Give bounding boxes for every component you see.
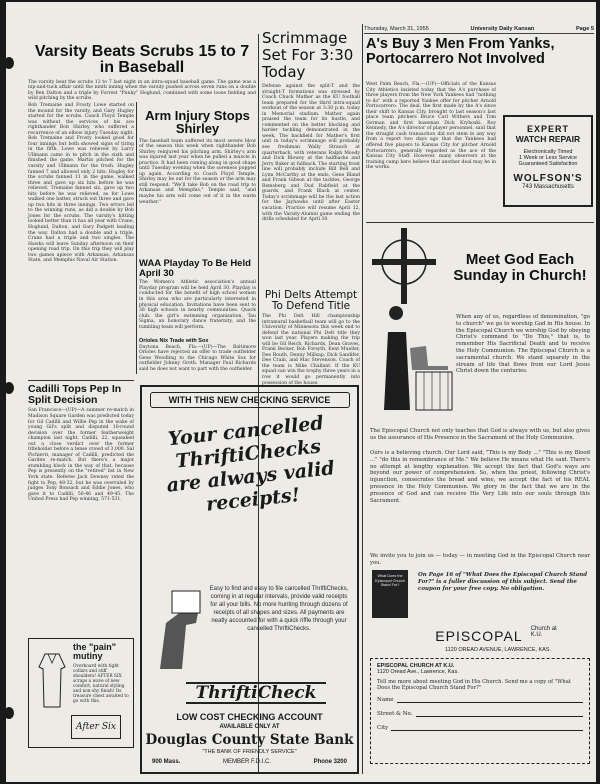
- coupon-city-row[interactable]: [377, 725, 583, 731]
- bank-tagline: "THE BANK OF FRIENDLY SERVICE": [202, 749, 297, 755]
- page-header: [364, 24, 594, 34]
- column-rule: [136, 102, 137, 374]
- church-signature: [406, 626, 590, 653]
- cadilli-story: [28, 380, 134, 636]
- cadilli-body: San Francisco—(UP)—A summer re-match in Madison Square Garden was predicted today for Gil Cadilli and Willie Pep in the wake of young Gil's split and disputed 10-round decision over the former featherweight champion last night. Cadilli, 22, squeaked out a close verdict over the former titleholder before a tense crowd of 3,000. Sal Pichierri, manager of Cadilli, predicted the Garden re-match. But there's a major stumbling block in the way of that, because Pep is presently on the "retired" list in New York state. Referee Jack Downey rated the fight to Pep, 48-32, but he was overruled by judges Tony Bonsack and Eddie Jones, who gave it to Cadilli, 50-46 and 49-45. The United Press had Pep winning, 571-531.: [28, 408, 134, 503]
- shirley-headline: Arm Injury Stops Shirley: [145, 108, 250, 137]
- coupon-address: 1120 Oread Ave., Lawrence, Kas.: [377, 669, 459, 675]
- after-six-ad: [28, 638, 134, 748]
- church-coupon: [370, 658, 590, 764]
- coupon-name-field[interactable]: [397, 697, 583, 703]
- coupon-city-field[interactable]: [391, 725, 583, 731]
- checking-script-slogan: Your cancelled ThriftiChecks are always valid receipts!: [165, 412, 336, 516]
- episcopal-ad: [366, 226, 594, 776]
- church-name: EPISCOPAL: [435, 628, 523, 644]
- coupon-name-label: Name: [377, 696, 394, 703]
- scrubs-headline: Varsity Beats Scrubs 15 to 7 in Baseball: [34, 43, 250, 77]
- bank-address: 900 Mass.: [152, 759, 181, 765]
- bank-name: Douglas County State Bank: [145, 732, 354, 748]
- coupon-city-label: City: [377, 724, 389, 731]
- after-six-title: the "pain" mutiny: [73, 642, 117, 661]
- phi-delts-body: The Phi Delt Hill championship intramural basketball team will go to the University of Minnesota this week end to defend the national Phi Delt title they won last year. Players making the trip will be Gil Reich, Richards, Dean Graves, Frank Becker, Bob Forsyth, Kent Mueller, Dee Routh, Denny Millsap, Dick Sandifer, Dee Crain, and Mac Stevenson. Coach of the team is Mike Challant. If the KU squad can win the trophy three years in a row it would go permanently into possession of the house.: [262, 314, 360, 386]
- watch-l3: Electronically Timed: [523, 149, 573, 155]
- yanks-body: West Palm Beach, Fla.—(UP)—Officials of the Kansas City Athletics insisted today that the A's purchase of three players from the New York Yankees had "nothing to do" with a reported Yankee offer for pitcher Arnold Portocarrero. The deal, the first made by the A's since their shift to Kansas City, brought to last season's last place team pitchers Bruce Carl Withers and Tom Gorman and first baseman Dick Kryhoski. Roy Kennedy, the A's director of player personnel, said that the straight cash transaction did not stem in any way from a report two days ago that the Yankees had offered five players to Kansas City for pitcher Arnold Portocarrero, generally regarded as the ace of the Kansas City Staff. However, many observers at the training camp here believe that another deal may be in the works.: [366, 82, 496, 171]
- coupon-title: EPISCOPAL CHURCH AT K.U.: [377, 663, 455, 669]
- phi-delts-story: [262, 289, 360, 386]
- coupon-name-row[interactable]: [377, 697, 583, 703]
- shirley-body: The baseball team suffered its most severe blow of the season this week when righthander Bob Shirley reinjured his pitching arm. Shirley's arm was injured last year when he pulled a muscle in practice. It had been coming along in good shape until Tuesday evening when the soreness popped up again. According to Coach Floyd Temple, Shirley may be out for the season or the arm may still respond. "We'll take Bob on the road trip to Arkansas and Memphis," Temple said, "and maybe his arm will come out of it in the warm weather.": [139, 138, 256, 205]
- church-offer: On Page 16 of "What Does the Episcopal Church Stand For?" is a fuller discussion of this subject. Send the coupon for your free copy. No obligation.: [418, 572, 588, 593]
- watch-repair-ad: [503, 115, 593, 207]
- coupon-street-field[interactable]: [416, 711, 584, 717]
- shirley-story: [139, 109, 256, 255]
- binder-hole: [4, 57, 14, 69]
- header-paper: University Daily Kansan: [470, 26, 535, 32]
- orioles-story: [139, 339, 256, 381]
- church-body-3: Ours is a believing church. Our Lord said, "This is my Body ..." "This is my Blood ..." "do this in remembrance of Me." We believe He means what He said. There's no attempt at lengthy explanation. We accept the fact that God's ways are beyond our power of comprehension. So, when the priest, following Christ's injunction, consecrates the bread and wine, we accept the fact of his REAL presence in the Holy Communion. We glory in the fact that we are in the presence of God and can receive His Very Life into our souls through this Sacrament.: [370, 450, 590, 504]
- church-headline: Meet God Each Sunday in Church!: [453, 251, 587, 284]
- column-rule: [362, 24, 363, 774]
- orioles-body: Daytona Beach, Fla.—(UP)—The Baltimore Orioles have rejected an offer to trade outfielder Gene Woodling to the Chicago White Sox for outfielder Johnny Groth. Manager Paul Richards said he does not want to part with the outfielder.: [139, 344, 256, 372]
- after-six-logo: After Six: [71, 715, 121, 739]
- checking-body: Easy to find and easy to file cancelled ThriftiChecks, coming in at regular intervals, provide valid receipts for all your bills. No more hunting through dozens of receipts of all shapes and sizes. All payments are neatly accounted for with a quick riffle through your cancelled ThriftiChecks.: [209, 586, 349, 633]
- coupon-street-row[interactable]: [377, 711, 583, 717]
- church-body-1: When any of us, regardless of denomination, "go to church" we go to worship God in His house. In the Episcopal Church we worship God by obeying Christ's command to "Do This," that is, to remember His Sacrificial Death and to receive the Holy Communion. The Episcopal Church is a sacramental church. We stand squarely in the stream of life that flows from our Lord Jesus Christ down the centuries.: [456, 314, 590, 375]
- watch-l1: EXPERT: [526, 124, 569, 134]
- church-address: 1120 OREAD AVENUE, LAWRENCE, KAS.: [445, 647, 551, 653]
- bank-member: MEMBER F.D.I.C.: [222, 759, 271, 765]
- hand-holding-check-icon: [152, 583, 204, 669]
- scrimmage-body: Defense against the split-T and the straight-T formations was stressed by Coach Chuck Mather as the KU football team prepared for the third intra-squad workout of the season at 3:30 p.m. today in Memorial stadium. Mather again praised the team for its hustle, and commented on the better blocking and harder tackling demonstrated in the week. The backfield for Mather's first unit in today's scrimmage will probably see freshman Wally Strauch at quarterback, with veterans Ralph Moody and Dick Blowey at the halfbacks and Jerry Baker at fullback. The starting front line will probably include Bill Bell and Lynn McCarthy at the ends, Gene Bland and Frank Gibson at the tackles, George Remsberg and Dud Rabfield at the guards, and Frank Black at center. Today's scrimmage will be the last action for the Jayhawks until after Easter vacation. Practice will resume April 12, with the Varsity-Alumni game ending the drills scheduled for April 30.: [262, 84, 360, 223]
- watch-brand: WOLFSON'S: [513, 173, 583, 184]
- yanks-headline: A's Buy 3 Men From Yanks, Portocarrero Not Involved: [366, 36, 555, 67]
- watch-l4: 1 Week or Less Service: [519, 155, 577, 161]
- binder-hole: [4, 707, 14, 719]
- scrimmage-story: [262, 30, 360, 286]
- thrifticheck-ad: [140, 385, 359, 774]
- waa-headline: WAA Playday To Be Held April 30: [139, 258, 251, 279]
- section-rule: [366, 222, 594, 223]
- phi-delts-headline: Phi Delts Attempt To Defend Title: [264, 289, 358, 312]
- header-date: Thursday, March 31, 1955: [364, 26, 429, 32]
- checking-sub: LOW COST CHECKING ACCOUNT: [176, 712, 323, 722]
- watch-l5: Guaranteed Satisfaction: [518, 161, 578, 167]
- newspaper-page: [6, 2, 596, 782]
- cross-icon: [370, 226, 438, 306]
- checking-banner: WITH THIS NEW CHECKING SERVICE: [150, 392, 350, 408]
- binder-hole: [4, 382, 14, 394]
- bank-footer: [152, 759, 347, 765]
- orioles-headline: Orioles Nix Trade with Sox: [139, 338, 209, 344]
- yanks-story: [366, 37, 594, 81]
- scrubs-body-continued: Bob Tremaine and Frosty Lowe started on the mound for the varsity, and Gary Hugley started for the scrubs. Coach Floyd Temple was without the services of his ace righthander Bob Shirley, who suffered a recurrence of an elbow injury Tuesday night. Bob Tremaine and Frosty looked good for four innings but both showed signs of tiring in the fifth. Lowe was relieved by Larry Ullmann came in to pitch in the sixth and finished the game. Martin pitched for the varsity and Ullmann for the frosh. Hugley fanned 7 and allowed only 2 hits. Hugley for the scrubs fanned 11 in the game, walked three and gave up six hits before he was relieved. Tremaine fanned six, gave up two hits before he was relieved, as for Lowe walked one batter, struck out three and gave up two hits in three innings. Two errors led to the winning runs, as did a double by Bob Jones for the scrubs. The varsity's hitting looked better than it has all year with Crane, Hoglund, Dalton, and Gary Padgett leading the way. Dalton had a double and a triple. Crane had a triple and two singles. The Hawks will leave Sunday afternoon on their opening road trip. On this trip they will play two games apiece with Arkansas, Arkansas State, and Memphis Naval Air Station.: [28, 103, 134, 264]
- booklet-image: What Does the Episcopal Church Stand For?: [372, 570, 408, 618]
- coupon-street-label: Street & No.: [377, 710, 413, 717]
- header-page: Page 5: [575, 26, 594, 32]
- thrifticheck-logo: ThriftiCheck: [186, 682, 326, 704]
- watch-l2: WATCH REPAIR: [515, 134, 581, 144]
- scrimmage-headline: Scrimmage Set For 3:30 Today: [262, 29, 354, 81]
- pirate-shirt-icon: [35, 649, 69, 711]
- waa-story: [139, 259, 256, 335]
- bank-phone: Phone 3200: [313, 759, 347, 765]
- watch-address: 743 Massachusetts: [522, 184, 574, 190]
- scrubs-body: The varsity beat the scrubs 13 to 7 last night in an intra-squad baseball game. The game was a nip-and-tuck affair until the ninth inning when the varsity pushed across seven runs on a double by Ben Dalton and a triple by Forrest "Punky" Hoglund, combined with some loose fielding and wild pitching by the scrubs.: [28, 79, 256, 102]
- church-body-2: The Episcopal Church not only teaches that God is always with us, but also gives us the assurance of His Presence in the Sacrament of the Holy Communion.: [370, 428, 590, 441]
- coupon-text: Tell me more about meeting God in His Church. Send me a copy of "What Does the Episcopal Church Stand For?": [377, 679, 571, 692]
- church-body-4: We invite you to join us — today — in meeting God in the Episcopal Church near you.: [370, 553, 590, 566]
- scrubs-story: [28, 44, 256, 102]
- checking-available: AVAILABLE ONLY AT: [219, 724, 280, 730]
- after-six-body: Overboard with tight collars and stiff shoulders! AFTER SIX scraps a wave of new comfort, natural styling and non-shy finish! Its treasure chest awaited to go with this.: [73, 664, 129, 704]
- priest-illustration: [376, 310, 456, 420]
- waa-body: The Women's Athletic association's annual Playday program will be held April 30. Playday is conducted for the benefit of high school women in this area who are particularly interested in physical education. Invitations have been sent to 38 high schools in nearby communities. Quack club, the girl's swimming organization, Tau Sigma, an honorary dance fraternity, and the tumbling team will perform.: [139, 280, 256, 330]
- cadilli-headline: Cadilli Tops Pep In Split Decision: [28, 383, 122, 406]
- church-at-ku: Church at K.U.: [530, 626, 557, 638]
- hand-illustration: [152, 583, 204, 669]
